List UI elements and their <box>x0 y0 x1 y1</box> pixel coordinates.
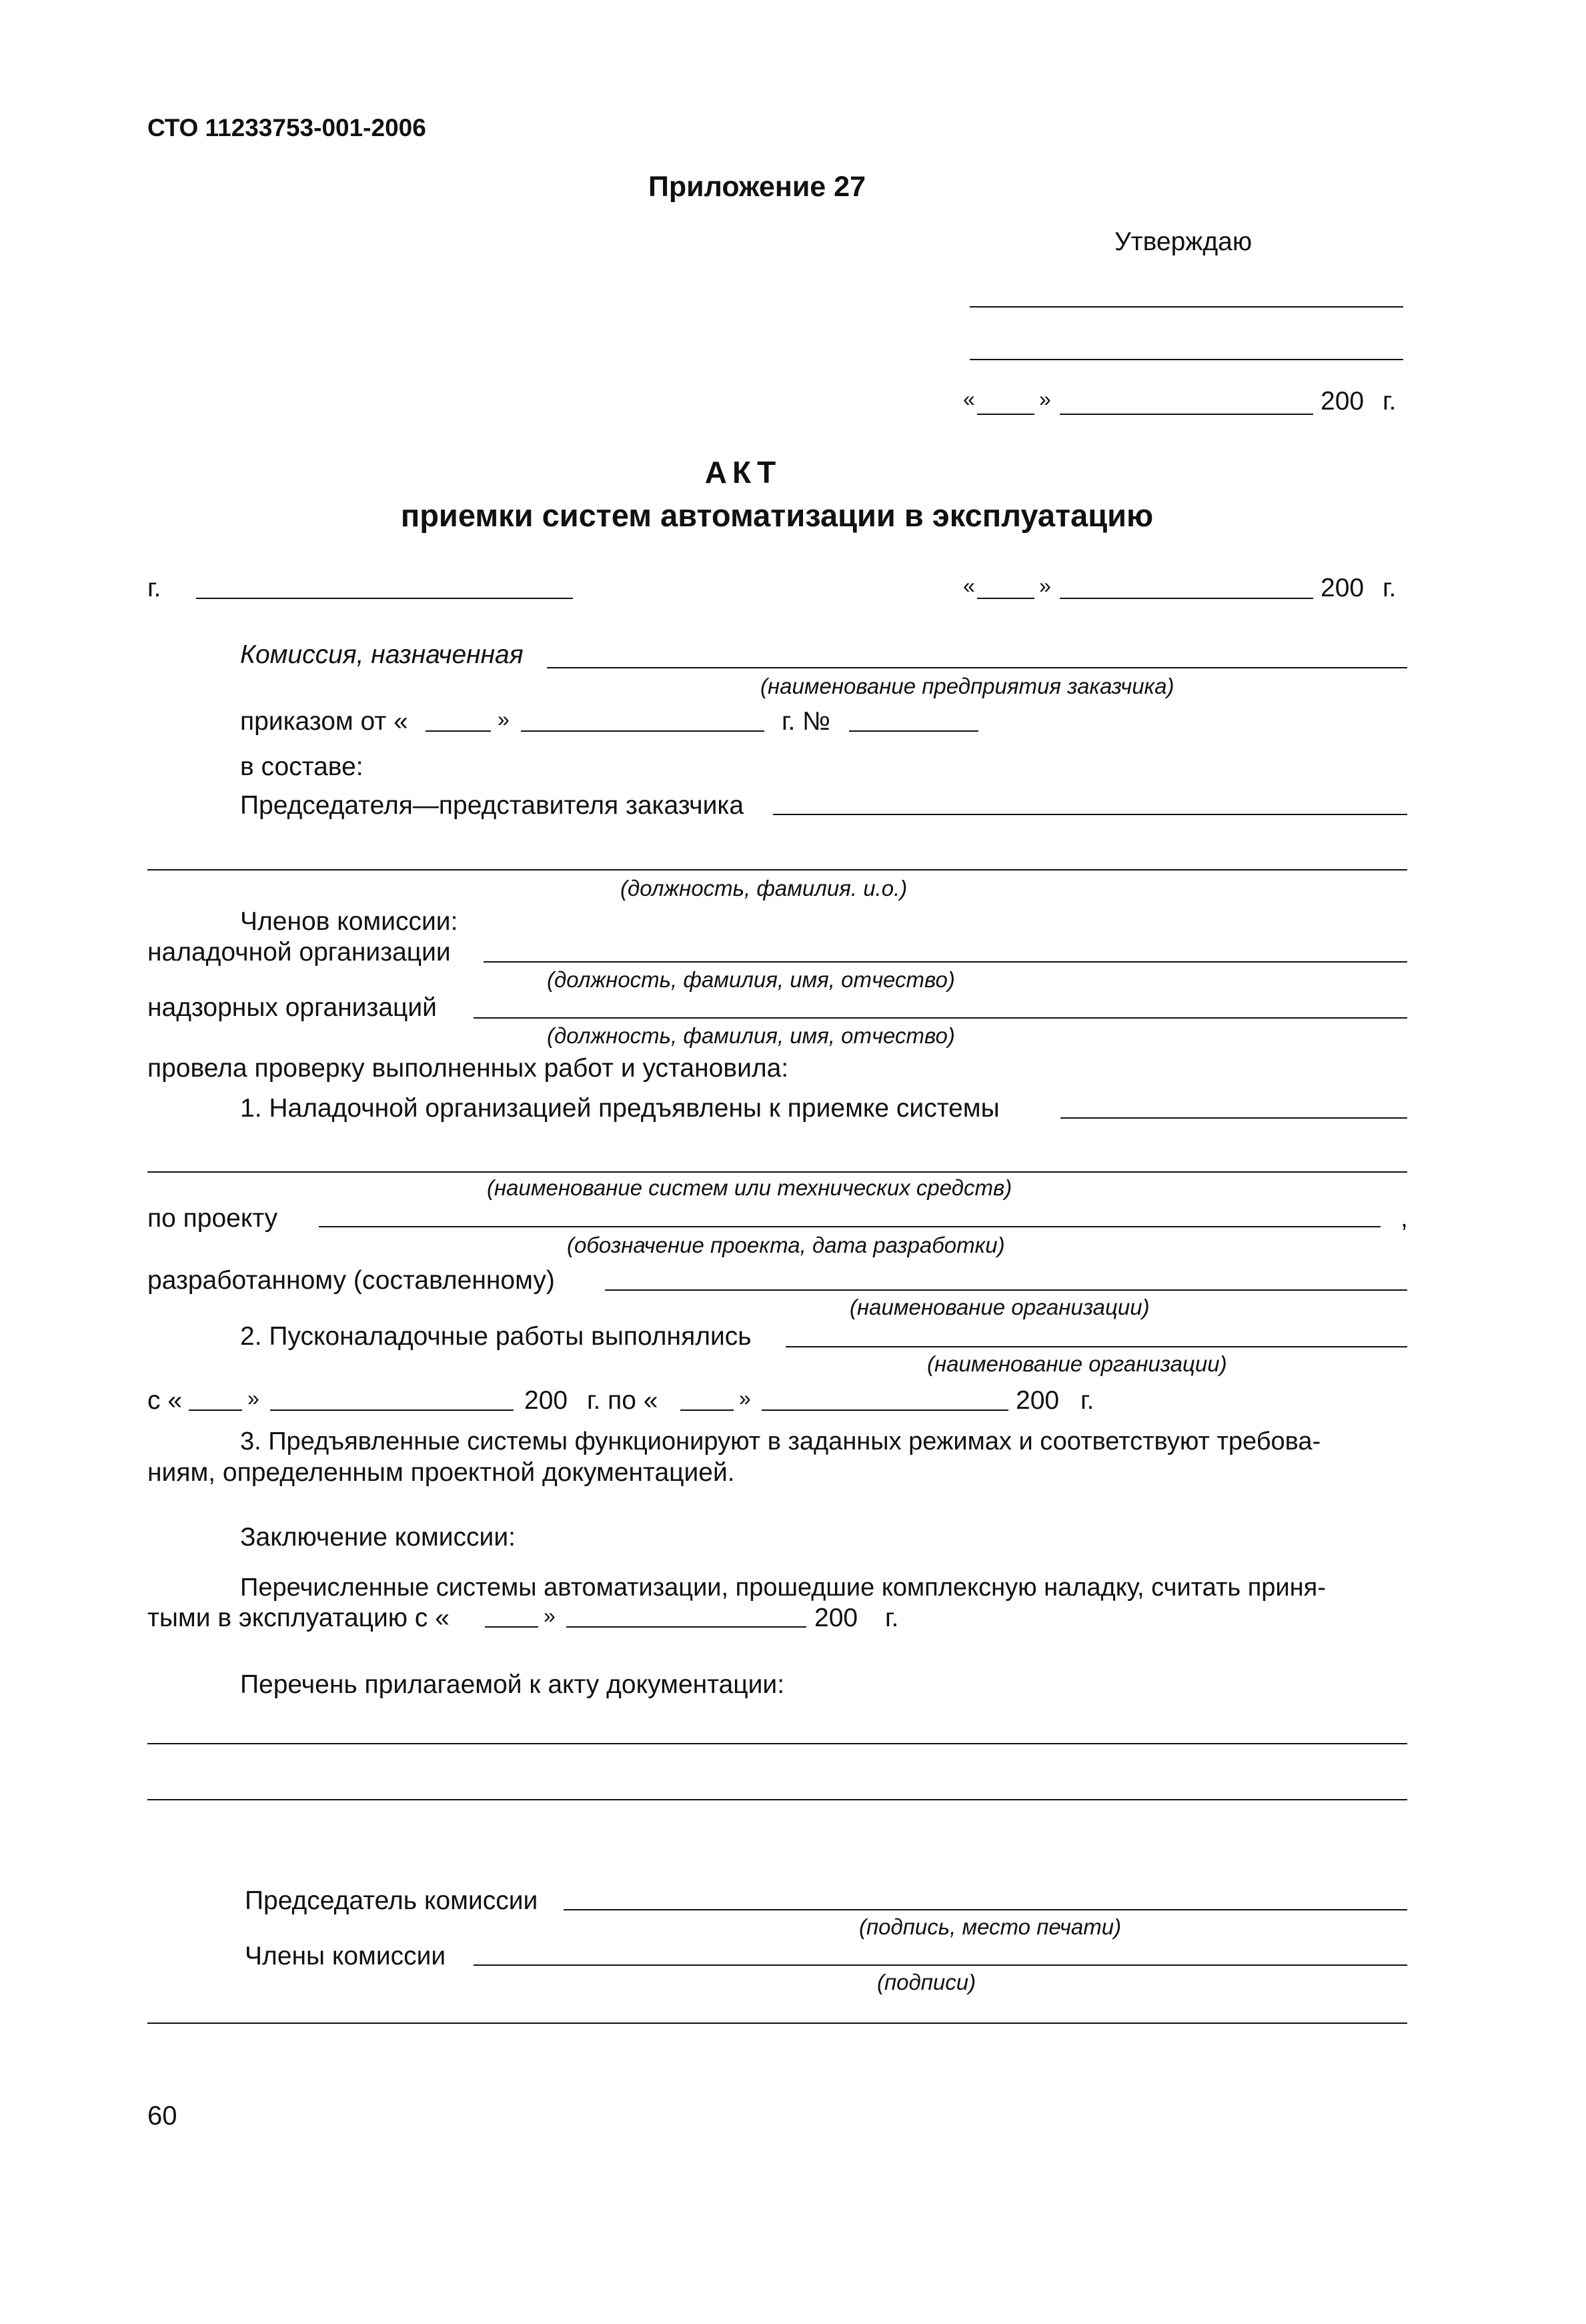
checked-text: провела проверку выполненных работ и установила: <box>147 1054 789 1083</box>
supervisory-org-label: надзорных организаций <box>147 993 437 1022</box>
conclusion-year-suffix: г. <box>885 1604 899 1632</box>
period-year-2-suffix: г. <box>1080 1386 1094 1415</box>
city-prefix: г. <box>147 574 161 602</box>
members-signature-label: Члены комиссии <box>245 1942 446 1970</box>
period-from-day-line[interactable] <box>189 1409 242 1411</box>
commissioning-org-label: наладочной организации <box>147 938 451 967</box>
chairman-line[interactable] <box>773 814 1407 815</box>
attachment-line-1[interactable] <box>147 1743 1407 1744</box>
act-year: 200 <box>1321 574 1365 602</box>
chairman-label: Председателя—представителя заказчика <box>240 791 744 820</box>
order-prefix: приказом от « <box>240 707 408 736</box>
commission-label: Комиссия, назначенная <box>240 640 524 669</box>
period-from-close-quote: » <box>247 1386 259 1410</box>
document-title: АКТ <box>704 455 782 490</box>
item2-line[interactable] <box>786 1346 1407 1347</box>
order-month-line[interactable] <box>521 730 764 732</box>
period-year-1: 200 <box>524 1386 568 1415</box>
members-signature-caption: (подписи) <box>877 1970 976 1994</box>
commissioning-org-caption: (должность, фамилия, имя, отчество) <box>547 967 955 992</box>
period-year-2: 200 <box>1016 1386 1060 1415</box>
conclusion-month-line[interactable] <box>566 1626 806 1628</box>
item3-line-1: 3. Предъявленные системы функционируют в заданных режимах и соответствуют требова- <box>240 1427 1321 1456</box>
members-signature-line[interactable] <box>474 1964 1407 1966</box>
period-from-label: с « <box>147 1386 183 1415</box>
members-signature-line-continued[interactable] <box>147 2022 1407 2024</box>
developed-label: разработанному (составленному) <box>147 1266 555 1295</box>
approval-day-line[interactable] <box>977 414 1034 415</box>
project-caption: (обозначение проекта, дата разработки) <box>567 1233 1005 1257</box>
approval-year: 200 <box>1321 387 1365 416</box>
commissioning-org-line[interactable] <box>484 961 1407 963</box>
appendix-title: Приложение 27 <box>648 171 866 203</box>
project-label: по проекту <box>147 1204 278 1233</box>
chairman-signature-line[interactable] <box>564 1909 1407 1910</box>
order-number-line[interactable] <box>849 730 978 732</box>
act-month-line[interactable] <box>1060 598 1313 599</box>
composition-label: в составе: <box>240 752 363 781</box>
developed-caption: (наименование организации) <box>850 1295 1150 1319</box>
systems-caption: (наименование систем или технических средств) <box>487 1175 1012 1200</box>
conclusion-heading: Заключение комиссии: <box>240 1523 516 1552</box>
item2-text: 2. Пусконаладочные работы выполнялись <box>240 1322 752 1351</box>
act-year-suffix: г. <box>1383 574 1397 602</box>
approval-date-open-quote: « <box>963 387 975 411</box>
supervisory-org-line[interactable] <box>474 1017 1407 1019</box>
project-comma: , <box>1401 1204 1408 1233</box>
members-label: Членов комиссии: <box>240 907 458 936</box>
period-to-month-line[interactable] <box>762 1409 1008 1411</box>
conclusion-line-1: Перечисленные системы автоматизации, прошедшие комплексную наладку, считать приня- <box>240 1574 1326 1602</box>
act-day-line[interactable] <box>977 598 1034 599</box>
act-date-open-quote: « <box>963 574 975 598</box>
item1-line-continued[interactable] <box>147 1171 1407 1173</box>
item1-line[interactable] <box>1060 1117 1407 1119</box>
commission-caption: (наименование предприятия заказчика) <box>760 674 1174 698</box>
act-date-close-quote: » <box>1039 574 1051 598</box>
period-to-label: г. по « <box>587 1386 658 1415</box>
approval-date-close-quote: » <box>1039 387 1051 411</box>
chairman-line-continued[interactable] <box>147 869 1407 870</box>
period-to-close-quote: » <box>739 1386 751 1410</box>
page-number: 60 <box>147 2101 177 2131</box>
chairman-signature-label: Председатель комиссии <box>245 1886 538 1915</box>
approval-year-suffix: г. <box>1383 387 1397 416</box>
city-line[interactable] <box>196 598 573 599</box>
conclusion-year: 200 <box>814 1604 858 1632</box>
approval-label: Утверждаю <box>1114 227 1253 256</box>
item3-line-2: ниям, определенным проектной документацией. <box>147 1458 735 1487</box>
project-line[interactable] <box>319 1226 1381 1227</box>
conclusion-line-2-prefix: тыми в эксплуатацию с « <box>147 1604 450 1632</box>
supervisory-org-caption: (должность, фамилия, имя, отчество) <box>547 1023 955 1048</box>
developed-line[interactable] <box>605 1289 1407 1291</box>
attachments-heading: Перечень прилагаемой к акту документации: <box>240 1670 785 1699</box>
chairman-caption: (должность, фамилия. и.о.) <box>620 876 908 901</box>
document-code: СТО 11233753-001-2006 <box>147 114 426 141</box>
order-day-line[interactable] <box>426 730 491 732</box>
document-subtitle: приемки систем автоматизации в эксплуатацию <box>400 498 1154 533</box>
period-from-month-line[interactable] <box>270 1409 514 1411</box>
approval-line-2[interactable] <box>970 359 1403 360</box>
approval-line-1[interactable] <box>970 306 1403 308</box>
item2-caption: (наименование организации) <box>927 1351 1227 1376</box>
attachment-line-2[interactable] <box>147 1799 1407 1800</box>
conclusion-close-quote: » <box>544 1604 556 1628</box>
approval-month-line[interactable] <box>1060 414 1313 415</box>
order-close-quote: » <box>498 707 510 731</box>
chairman-signature-caption: (подпись, место печати) <box>859 1914 1122 1939</box>
commission-line[interactable] <box>547 667 1407 668</box>
period-to-day-line[interactable] <box>680 1409 734 1411</box>
conclusion-day-line[interactable] <box>485 1626 538 1628</box>
order-number-label: г. № <box>782 707 830 736</box>
item1-text: 1. Наладочной организацией предъявлены к приемке системы <box>240 1094 1000 1123</box>
